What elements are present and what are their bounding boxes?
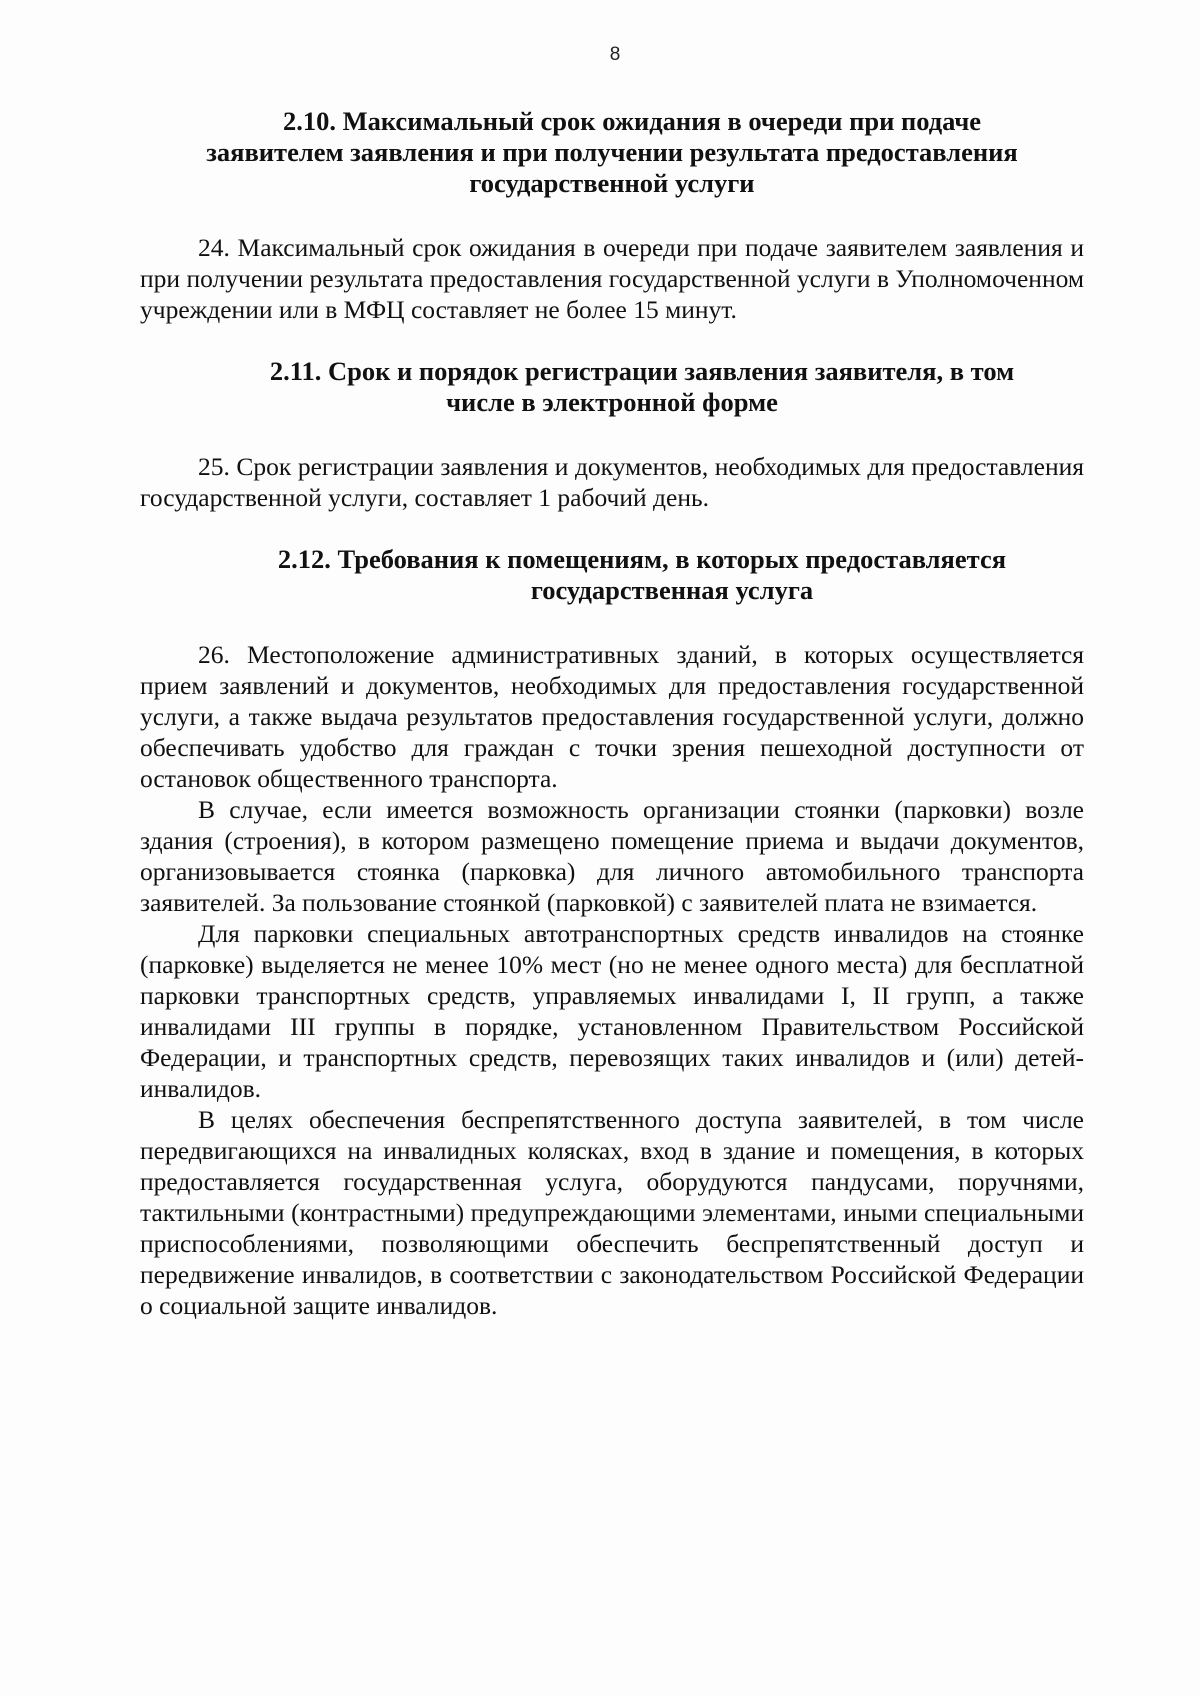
section-heading-2-12: [140, 544, 1084, 606]
heading-line: заявителем заявления и при получении результата предоставления: [206, 137, 1018, 167]
section-heading-2-11: [140, 356, 1084, 418]
paragraph-24: 24. Максимальный срок ожидания в очереди при подаче заявителем заявления и при получении результата предоставления государственной услуги в Уполномоченном учреждении или в МФЦ составляет не более 15 минут.: [140, 233, 1084, 324]
heading-line: числе в электронной форме: [446, 387, 778, 417]
document-body: [140, 106, 1084, 1321]
paragraph-25: 25. Срок регистрации заявления и документов, необходимых для предоставления государственной услуги, составляет 1 рабочий день.: [140, 452, 1084, 512]
page-number: 8: [609, 44, 621, 65]
heading-line: государственная услуга: [530, 575, 814, 605]
heading-line: 2.10. Максимальный срок ожидания в очереди при подаче: [282, 106, 982, 136]
heading-line: 2.11. Срок и порядок регистрации заявления заявителя, в том: [269, 356, 1015, 386]
heading-line: 2.12. Требования к помещениям, в которых предоставляется: [277, 544, 1007, 574]
heading-line: государственной услуги: [469, 168, 755, 198]
paragraph-disabled-parking: Для парковки специальных автотранспортных средств инвалидов на стоянке (парковке) выделяется не менее 10% мест (но не менее одного места) для бесплатной парковки транспортных средств, управляемых инвалидами I, II групп, а также инвалидами III группы в порядке, установленном Правительством Российской Федерации, и транспортных средств, перевозящих таких инвалидов и (или) детей-инвалидов.: [140, 919, 1084, 1103]
paragraph-parking: В случае, если имеется возможность организации стоянки (парковки) возле здания (строения), в котором размещено помещение приема и выдачи документов, организовывается стоянка (парковка) для личного автомобильного транспорта заявителей. За пользование стоянкой (парковкой) с заявителей плата не взимается.: [140, 795, 1084, 917]
paragraph-accessibility: В целях обеспечения беспрепятственного доступа заявителей, в том числе передвигающихся на инвалидных колясках, вход в здание и помещения, в которых предоставляется государственная услуга, оборудуются пандусами, поручнями, тактильными (контрастными) предупреждающими элементами, иными специальными приспособлениями, позволяющими обеспечить беспрепятственный доступ и передвижение инвалидов, в соответствии с законодательством Российской Федерации о социальной защите инвалидов.: [140, 1105, 1084, 1320]
paragraph-26: 26. Местоположение административных зданий, в которых осуществляется прием заявлений и документов, необходимых для предоставления государственной услуги, а также выдача результатов предоставления государственной услуги, должно обеспечивать удобство для граждан с точки зрения пешеходной доступности от остановок общественного транспорта.: [140, 640, 1084, 793]
section-heading-2-10: [140, 106, 1084, 199]
